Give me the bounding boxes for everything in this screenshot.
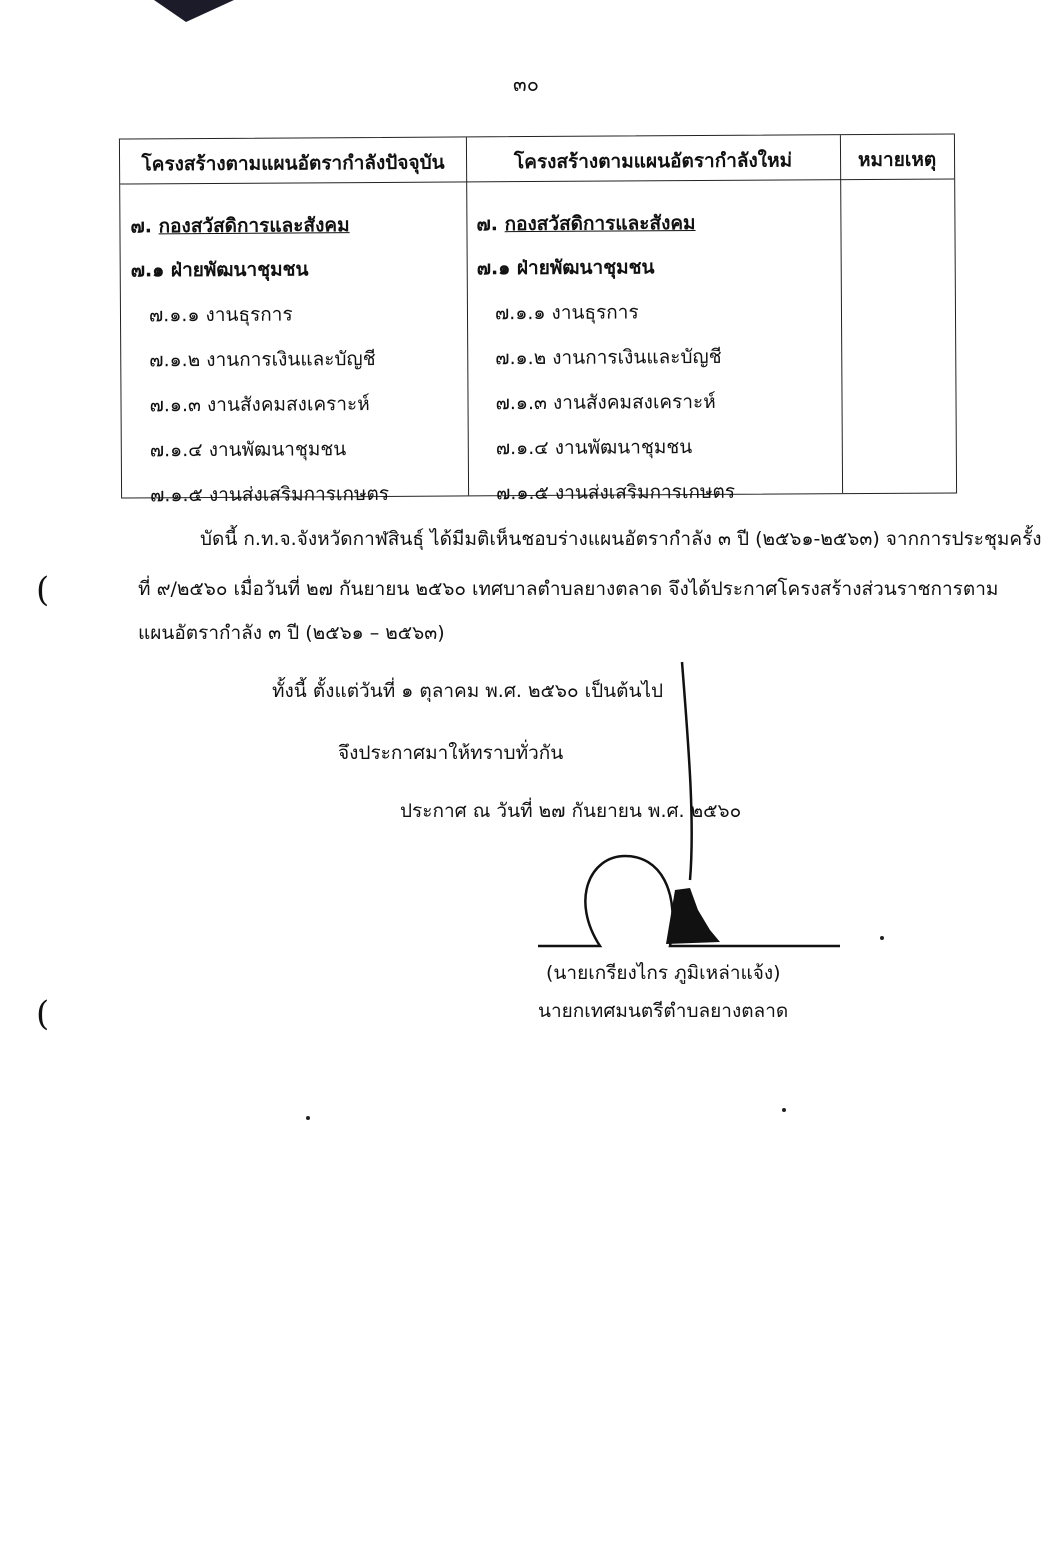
announcement-text: จึงประกาศมาให้ทราบทั่วกัน — [338, 742, 564, 764]
header-current: โครงสร้างตามแผนอัตรากำลังปัจจุบัน — [141, 151, 445, 176]
paragraph-line: แผนอัตรากำลัง ๓ ปี (๒๕๖๑ – ๒๕๖๓) — [138, 622, 445, 644]
new-item: ๗.๑.๔ งานพัฒนาชุมชน — [495, 436, 693, 460]
current-item: ๗.๑.๒ งานการเงินและบัญชี — [149, 347, 376, 372]
speck — [306, 1116, 310, 1120]
new-item: ๗.๑.๓ งานสังคมสงเคราะห์ — [495, 390, 716, 415]
speck — [782, 1108, 786, 1112]
current-item: ๗.๑.๑ งานธุรการ — [148, 303, 293, 327]
current-item: ๗.๑.๓ งานสังคมสงเคราะห์ — [149, 393, 370, 417]
signer-name: (นายเกรียงไกร ภูมิเหล่าแจ้ง) — [546, 962, 781, 984]
header-new: โครงสร้างตามแผนอัตรากำลังใหม่ — [513, 149, 793, 174]
current-item: ๗.๑.๕ งานส่งเสริมการเกษตร — [150, 482, 390, 507]
punch-hole-mark: ( — [36, 994, 50, 1034]
header-remark: หมายเหตุ — [857, 148, 937, 172]
announcement-date: ประกาศ ณ วันที่ ๒๗ กันยายน พ.ศ. ๒๕๖๐ — [400, 800, 742, 822]
new-item: ๗.๑.๑ งานธุรการ — [494, 301, 639, 325]
current-dept-name: กองสวัสดิการและสังคม — [158, 214, 350, 238]
new-dept-name: กองสวัสดิการและสังคม — [504, 212, 696, 236]
new-dept-number: ๗. — [476, 213, 499, 236]
speck — [880, 936, 884, 940]
scan-corner-mark — [146, 0, 234, 22]
new-structure-column — [476, 208, 735, 509]
new-item: ๗.๑.๒ งานการเงินและบัญชี — [495, 345, 722, 370]
signature-mark — [530, 660, 850, 960]
table-divider — [466, 137, 469, 495]
effective-date-text: ทั้งนี้ ตั้งแต่วันที่ ๑ ตุลาคม พ.ศ. ๒๕๖๐ เป็นต้นไป — [272, 680, 664, 702]
table-header-divider — [120, 178, 954, 184]
page-number: ๓๐ — [513, 72, 539, 96]
new-item: ๗.๑.๕ งานส่งเสริมการเกษตร — [496, 480, 736, 505]
table-divider — [840, 135, 843, 493]
signer-title: นายกเทศมนตรีตำบลยางตลาด — [538, 1000, 789, 1022]
current-section: ๗.๑ ฝ่ายพัฒนาชุมชน — [130, 258, 309, 282]
current-structure-column — [130, 210, 389, 511]
new-dept — [476, 208, 733, 240]
new-section: ๗.๑ ฝ่ายพัฒนาชุมชน — [476, 256, 655, 280]
paragraph-line: ที่ ๙/๒๕๖๐ เมื่อวันที่ ๒๗ กันยายน ๒๕๖๐ เทศบาลตำบลยางตลาด จึงได้ประกาศโครงสร้างส่วนราชการตาม — [138, 578, 999, 600]
current-dept-number: ๗. — [130, 215, 153, 238]
paragraph-line: บัดนี้ ก.ท.จ.จังหวัดกาฬสินธุ์ ได้มีมติเห็นชอบร่างแผนอัตรากำลัง ๓ ปี (๒๕๖๑-๒๕๖๓) จากการประชุมครั้ง — [200, 528, 1042, 550]
structure-table — [119, 133, 957, 507]
current-dept — [130, 210, 387, 242]
current-item: ๗.๑.๔ งานพัฒนาชุมชน — [149, 438, 347, 462]
punch-hole-mark: ( — [36, 570, 50, 610]
